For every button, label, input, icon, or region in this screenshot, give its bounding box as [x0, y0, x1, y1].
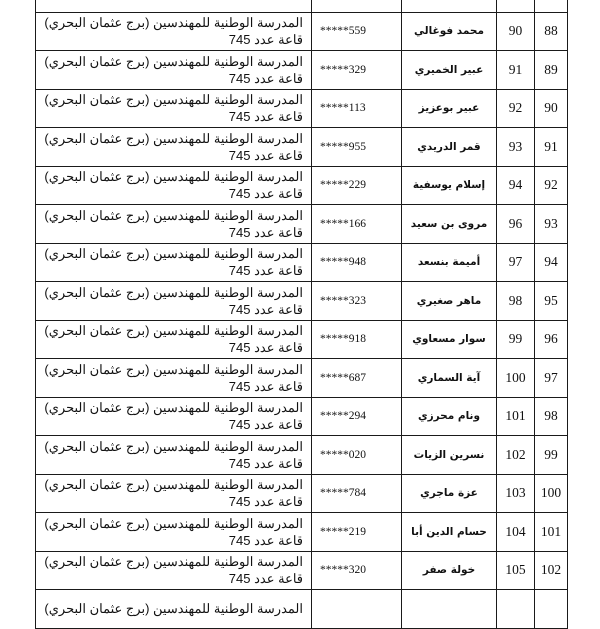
name-cell: عبير بوعزيز	[402, 89, 497, 128]
code-cell	[312, 590, 402, 629]
row-number-cell: 105	[497, 551, 535, 590]
row-number-cell: 90	[497, 12, 535, 51]
code-cell	[312, 436, 402, 475]
row-index-cell: 100	[535, 474, 568, 513]
location-cell	[36, 474, 312, 513]
row-number-cell: 101	[497, 397, 535, 436]
hall-text: قاعة عدد 745	[228, 532, 303, 548]
name-cell: مروى بن سعيد	[402, 205, 497, 244]
location-text: المدرسة الوطنية للمهندسين (برج عثمان البحري)	[44, 438, 303, 454]
hall-text: قاعة عدد 745	[228, 571, 303, 587]
code-cell	[312, 282, 402, 321]
row-index-cell	[535, 0, 568, 12]
hall-text: قاعة عدد 745	[228, 263, 303, 279]
hall-text: قاعة عدد 745	[228, 417, 303, 433]
table-row	[36, 51, 568, 90]
code-cell	[312, 513, 402, 552]
code-cell	[312, 243, 402, 282]
code-cell	[312, 51, 402, 90]
table-row	[36, 128, 568, 167]
location-text: المدرسة الوطنية للمهندسين (برج عثمان البحري)	[44, 15, 303, 31]
row-index-cell: 99	[535, 436, 568, 475]
name-cell: حسام الدين أبا	[402, 513, 497, 552]
row-index-cell: 98	[535, 397, 568, 436]
location-cell	[36, 166, 312, 205]
location-cell	[36, 359, 312, 398]
masked-code: *****784	[320, 487, 366, 500]
code-cell	[312, 12, 402, 51]
location-text: المدرسة الوطنية للمهندسين (برج عثمان البحري)	[44, 361, 303, 377]
hall-text: قاعة عدد 745	[228, 109, 303, 125]
row-number-cell: 96	[497, 205, 535, 244]
masked-code: *****955	[320, 140, 366, 153]
hall-text: قاعة عدد 745	[228, 378, 303, 394]
location-text: المدرسة الوطنية للمهندسين (برج عثمان البحري)	[44, 92, 303, 108]
code-cell	[312, 205, 402, 244]
name-cell: ونام محرزي	[402, 397, 497, 436]
row-index-cell	[535, 590, 568, 629]
location-cell	[36, 243, 312, 282]
table-row	[36, 0, 568, 12]
table-row	[36, 513, 568, 552]
hall-text: قاعة عدد 745	[228, 224, 303, 240]
hall-text: قاعة عدد 745	[228, 494, 303, 510]
name-cell	[402, 590, 497, 629]
row-number-cell	[497, 590, 535, 629]
location-text: المدرسة الوطنية للمهندسين (برج عثمان البحري)	[44, 130, 303, 146]
row-index-cell: 89	[535, 51, 568, 90]
row-number-cell	[497, 0, 535, 12]
location-text: المدرسة الوطنية للمهندسين (برج عثمان البحري)	[44, 169, 303, 185]
masked-code: *****320	[320, 564, 366, 577]
name-cell: خولة صفر	[402, 551, 497, 590]
row-index-cell: 96	[535, 320, 568, 359]
location-text: المدرسة الوطنية للمهندسين (برج عثمان البحري)	[44, 323, 303, 339]
code-cell	[312, 397, 402, 436]
name-cell: آية السماري	[402, 359, 497, 398]
masked-code: *****323	[320, 294, 366, 307]
hall-text: قاعة عدد 745	[228, 70, 303, 86]
hall-text: قاعة عدد 745	[228, 301, 303, 317]
masked-code: *****918	[320, 333, 366, 346]
masked-code: *****294	[320, 410, 366, 423]
code-cell	[312, 474, 402, 513]
name-cell: ماهر صغيري	[402, 282, 497, 321]
location-cell	[36, 0, 312, 12]
code-cell	[312, 0, 402, 12]
masked-code: *****559	[320, 25, 366, 38]
masked-code: *****229	[320, 179, 366, 192]
hall-text: قاعة عدد 745	[228, 455, 303, 471]
row-number-cell: 91	[497, 51, 535, 90]
hall-text: قاعة عدد 745	[228, 147, 303, 163]
row-number-cell: 99	[497, 320, 535, 359]
location-text: المدرسة الوطنية للمهندسين (برج عثمان البحري)	[44, 400, 303, 416]
row-number-cell: 92	[497, 89, 535, 128]
name-cell: عزة ماجري	[402, 474, 497, 513]
code-cell	[312, 320, 402, 359]
masked-code: *****329	[320, 63, 366, 76]
row-index-cell: 97	[535, 359, 568, 398]
table-row	[36, 89, 568, 128]
masked-code: *****113	[320, 102, 366, 115]
row-number-cell: 100	[497, 359, 535, 398]
location-cell	[36, 89, 312, 128]
name-cell: نسرين الزيات	[402, 436, 497, 475]
row-index-cell: 91	[535, 128, 568, 167]
table-row	[36, 282, 568, 321]
location-cell	[36, 397, 312, 436]
location-text: المدرسة الوطنية للمهندسين (برج عثمان البحري)	[44, 554, 303, 570]
location-text: المدرسة الوطنية للمهندسين (برج عثمان البحري)	[44, 515, 303, 531]
location-cell	[36, 282, 312, 321]
table-row	[36, 436, 568, 475]
row-index-cell: 93	[535, 205, 568, 244]
row-number-cell: 104	[497, 513, 535, 552]
location-cell	[36, 320, 312, 359]
location-cell	[36, 551, 312, 590]
table-row	[36, 590, 568, 629]
code-cell	[312, 89, 402, 128]
row-index-cell: 94	[535, 243, 568, 282]
masked-code: *****687	[320, 371, 366, 384]
location-text: المدرسة الوطنية للمهندسين (برج عثمان البحري)	[44, 477, 303, 493]
row-index-cell: 95	[535, 282, 568, 321]
masked-code: *****219	[320, 525, 366, 538]
row-number-cell: 102	[497, 436, 535, 475]
name-cell: إسلام يوسفية	[402, 166, 497, 205]
document-page	[35, 0, 568, 629]
participants-table	[35, 0, 568, 629]
location-text: المدرسة الوطنية للمهندسين (برج عثمان البحري)	[44, 53, 303, 69]
hall-text: قاعة عدد 745	[228, 32, 303, 48]
row-index-cell: 90	[535, 89, 568, 128]
row-number-cell: 98	[497, 282, 535, 321]
table-row	[36, 320, 568, 359]
location-text: المدرسة الوطنية للمهندسين (برج عثمان البحري)	[44, 284, 303, 300]
code-cell	[312, 128, 402, 167]
name-cell: أميمة بنسعد	[402, 243, 497, 282]
location-cell	[36, 513, 312, 552]
location-cell	[36, 590, 312, 629]
location-cell	[36, 128, 312, 167]
name-cell: سوار مسعاوي	[402, 320, 497, 359]
table-row	[36, 243, 568, 282]
name-cell: عبير الخميري	[402, 51, 497, 90]
location-cell	[36, 205, 312, 244]
row-index-cell: 92	[535, 166, 568, 205]
table-row	[36, 359, 568, 398]
location-cell	[36, 436, 312, 475]
location-cell	[36, 51, 312, 90]
name-cell: محمد فوغالي	[402, 12, 497, 51]
row-number-cell: 94	[497, 166, 535, 205]
table-body	[36, 0, 568, 628]
row-number-cell: 97	[497, 243, 535, 282]
table-row	[36, 397, 568, 436]
masked-code: *****020	[320, 448, 366, 461]
name-cell	[402, 0, 497, 12]
row-number-cell: 93	[497, 128, 535, 167]
name-cell: قمر الدريدي	[402, 128, 497, 167]
location-cell	[36, 12, 312, 51]
row-number-cell: 103	[497, 474, 535, 513]
code-cell	[312, 359, 402, 398]
table-row	[36, 551, 568, 590]
table-row	[36, 12, 568, 51]
table-row	[36, 205, 568, 244]
row-index-cell: 88	[535, 12, 568, 51]
row-index-cell: 102	[535, 551, 568, 590]
row-index-cell: 101	[535, 513, 568, 552]
masked-code: *****948	[320, 256, 366, 269]
code-cell	[312, 166, 402, 205]
table-row	[36, 166, 568, 205]
code-cell	[312, 551, 402, 590]
hall-text: قاعة عدد 745	[228, 186, 303, 202]
hall-text: قاعة عدد 745	[228, 340, 303, 356]
location-text: المدرسة الوطنية للمهندسين (برج عثمان البحري)	[44, 601, 303, 617]
location-text: المدرسة الوطنية للمهندسين (برج عثمان البحري)	[44, 246, 303, 262]
location-text: المدرسة الوطنية للمهندسين (برج عثمان البحري)	[44, 207, 303, 223]
masked-code: *****166	[320, 217, 366, 230]
table-row	[36, 474, 568, 513]
